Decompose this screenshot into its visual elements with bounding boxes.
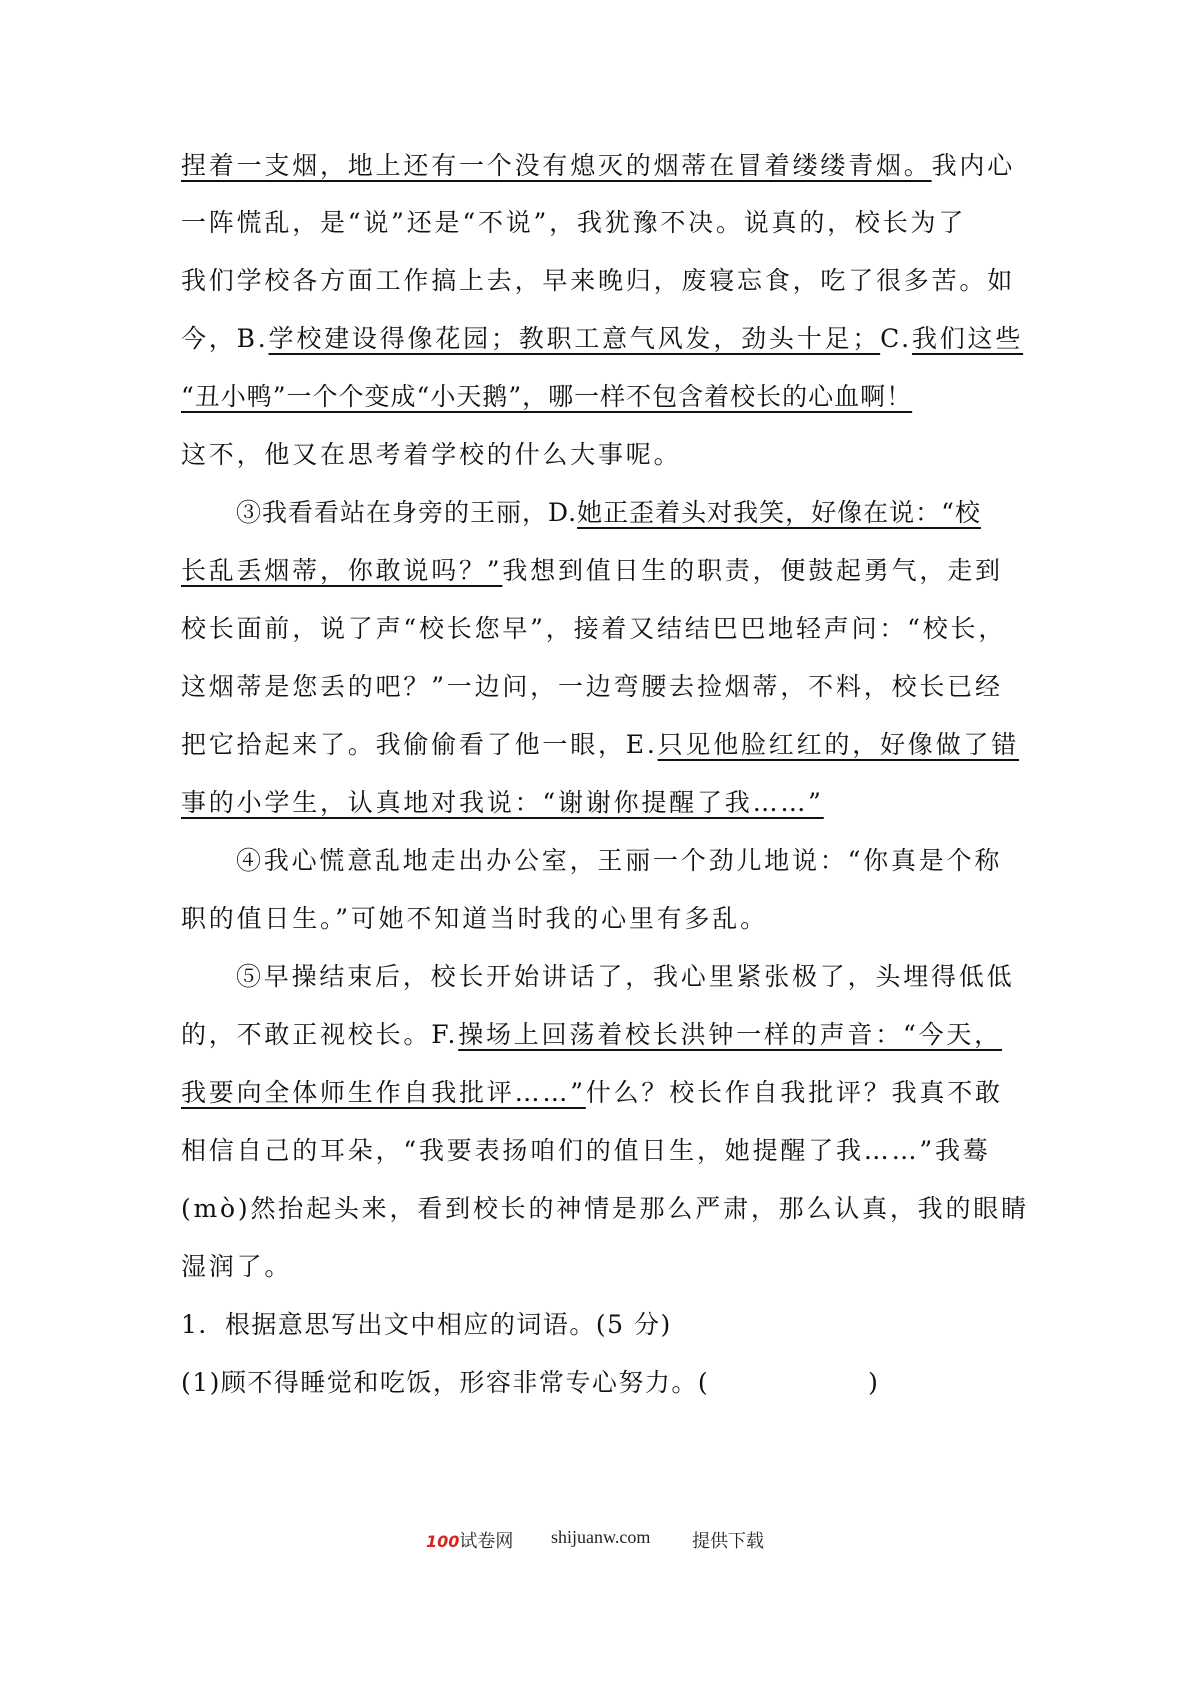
site-url: shijuanw.com: [551, 1527, 651, 1547]
footer: [0, 1525, 1191, 1555]
text-run: 什么？校长作自我批评？我真不敢: [585, 1078, 1003, 1107]
paragraph-3-line: [236, 493, 1011, 533]
underlined-sentence-e: 只见他脸红红的，好像做了错: [657, 730, 1020, 759]
paragraph-3-line: [181, 725, 1020, 765]
passage-line: 一阵慌乱，是“说”还是“不说”，我犹豫不决。说真的，校长为了: [181, 208, 967, 237]
passage-line: [181, 146, 1016, 186]
underlined-sentence-a: 捏着一支烟，地上还有一个没有熄灭的烟蒂在冒着缕缕青烟。: [181, 151, 932, 180]
paragraph-5-line: ⑤早操结束后，校长开始讲话了，我心里紧张极了，头埋得低低: [236, 962, 1015, 991]
passage-line: 这不，他又在思考着学校的什么大事呢。: [181, 440, 682, 469]
paragraph-4-line: ④我心慌意乱地走出办公室，王丽一个劲儿地说：“你真是个称: [236, 846, 1003, 875]
logo-text: 试卷网: [459, 1531, 514, 1551]
underlined-sentence-f-cont: 我要向全体师生作自我批评……”: [181, 1078, 586, 1107]
text-run: C.: [880, 324, 912, 353]
paragraph-5-line: 相信自己的耳朵，“我要表扬咱们的值日生，她提醒了我……”我蓦: [181, 1136, 991, 1165]
paragraph-5-line: 湿润了。: [181, 1252, 293, 1281]
paragraph-5-line: (mò)然抬起头来，看到校长的神情是那么严肃，那么认真，我的眼睛: [181, 1194, 1029, 1223]
passage-line: [181, 377, 1011, 417]
question-1: 1．根据意思写出文中相应的词语。(5 分): [181, 1310, 672, 1339]
paragraph-3-line: 校长面前，说了声“校长您早”，接着又结结巴巴地轻声问：“校长，: [181, 614, 1007, 643]
underlined-sentence-f: 操场上回荡着校长洪钟一样的声音：“今天，: [458, 1020, 1002, 1049]
paragraph-3-line: 这烟蒂是您丢的吧？”一边问，一边弯腰去捡烟蒂，不料，校长已经: [181, 672, 1003, 701]
text-run: 的，不敢正视校长。F.: [181, 1020, 459, 1049]
underlined-sentence-b: 学校建设得像花园；教职工意气风发，劲头十足；: [268, 324, 881, 353]
paragraph-3-line: [181, 551, 1011, 591]
site-logo: [426, 1527, 513, 1553]
text-run: 我内心: [931, 151, 1016, 180]
paragraph-5-line: [181, 1073, 1011, 1113]
paragraph-3-line: [181, 783, 1011, 823]
underlined-sentence-c: 我们这些: [911, 324, 1024, 353]
download-note: 提供下载: [692, 1531, 764, 1551]
question-1-item-1: (1)顾不得睡觉和吃饭，形容非常专心努力。( ): [181, 1368, 880, 1397]
underlined-sentence-c-cont: “丑小鸭”一个个变成“小天鹅”，哪一样不包含着校长的心血啊！: [181, 382, 913, 411]
text-run: 我想到值日生的职责，便鼓起勇气，走到: [502, 556, 1003, 585]
passage-line: 我们学校各方面工作搞上去，早来晚归，废寝忘食，吃了很多苦。如: [181, 266, 1016, 295]
logo-number: 100: [426, 1532, 460, 1551]
text-run: 今，B.: [181, 324, 269, 353]
passage-line: [181, 319, 1024, 359]
underlined-sentence-d: 她正歪着头对我笑，好像在说：“校: [577, 498, 981, 527]
paragraph-4-line: 职的值日生。”可她不知道当时我的心里有多乱。: [181, 904, 768, 933]
paragraph-5-line: [181, 1015, 1011, 1055]
underlined-sentence-d-cont: 长乱丢烟蒂，你敢说吗？”: [181, 556, 503, 585]
text-run: ③我看看站在身旁的王丽，D.: [236, 498, 578, 527]
underlined-sentence-e-cont: 事的小学生，认真地对我说：“谢谢你提醒了我……”: [181, 788, 824, 817]
text-run: 把它拾起来了。我偷偷看了他一眼，E.: [181, 730, 658, 759]
